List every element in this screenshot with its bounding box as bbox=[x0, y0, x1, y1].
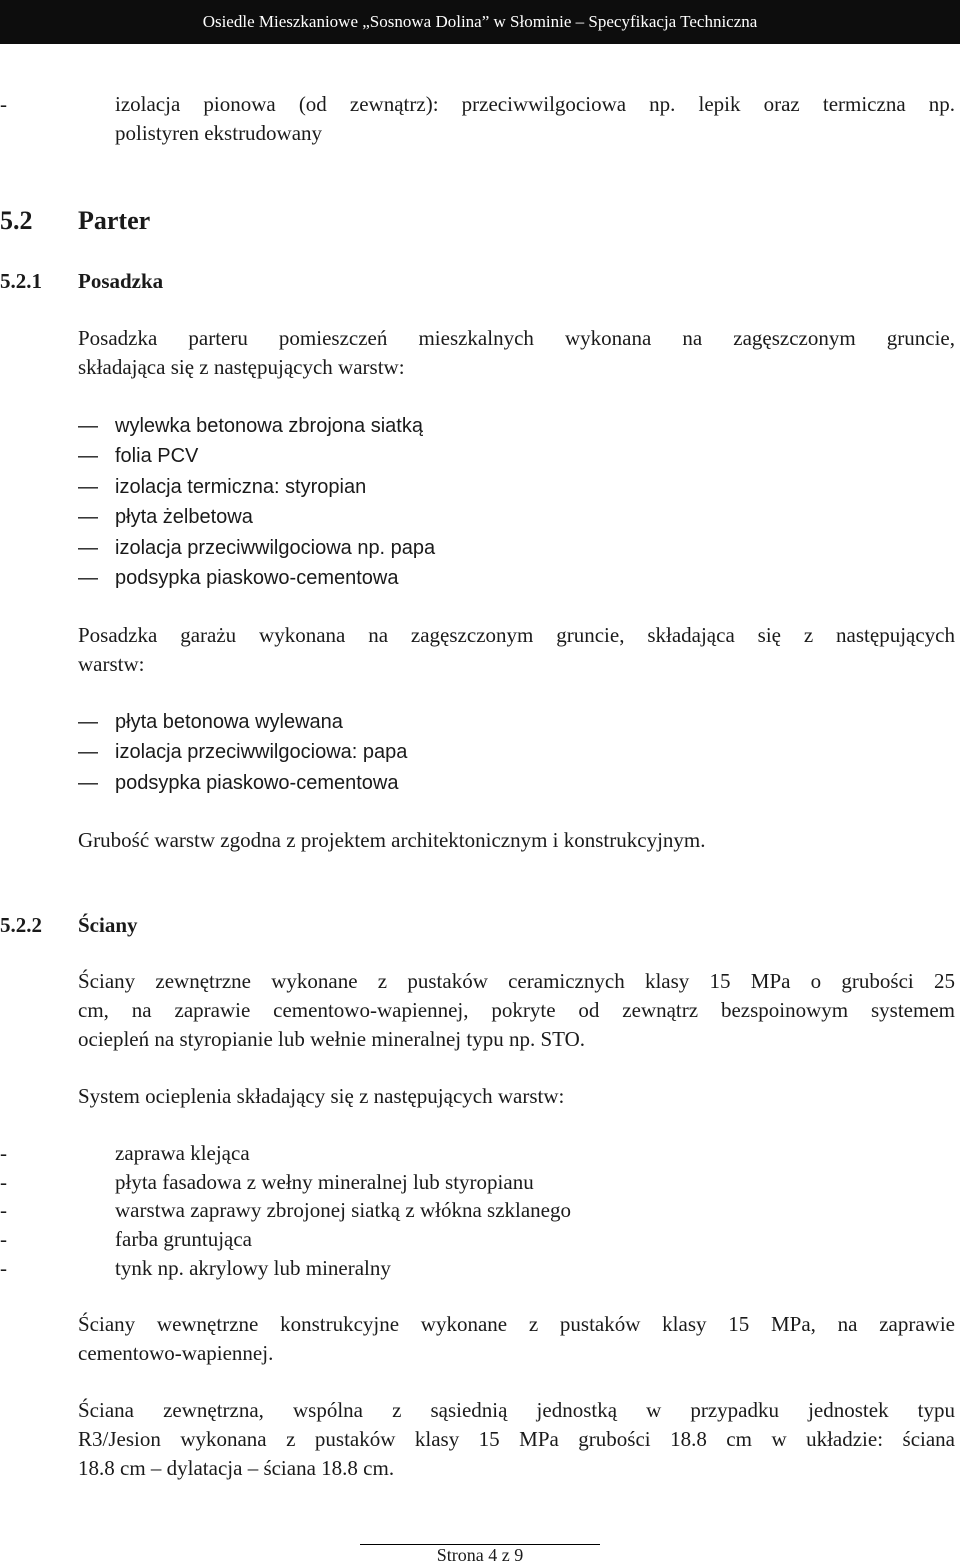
section-title: Parter bbox=[78, 206, 151, 235]
section-number: 5.2.1 bbox=[0, 269, 42, 293]
list-dash: — bbox=[78, 741, 98, 763]
paragraph-line: cementowo-wapiennej. bbox=[78, 1341, 274, 1365]
list-dash: - bbox=[0, 1256, 7, 1280]
list-item-text: płyta żelbetowa bbox=[115, 506, 253, 528]
paragraph-line: Posadzka garażu wykonana na zagęszczonym gruncie, składająca się z następujących bbox=[78, 623, 955, 647]
paragraph-line: składająca się z następujących warstw: bbox=[78, 355, 405, 379]
list-dash: - bbox=[0, 1170, 7, 1194]
paragraph-line: R3/Jesion wykonana z pustaków klasy 15 MPa grubości 18.8 cm w układzie: ściana bbox=[78, 1427, 955, 1451]
list-dash: — bbox=[78, 476, 98, 498]
paragraph-line: ociepleń na styropianie lub wełnie mineralnej typu np. STO. bbox=[78, 1027, 585, 1051]
list-item-text: tynk np. akrylowy lub mineralny bbox=[115, 1256, 391, 1280]
list-dash: — bbox=[78, 506, 98, 528]
paragraph-line: Ściany zewnętrzne wykonane z pustaków ceramicznych klasy 15 MPa o grubości 25 bbox=[78, 969, 955, 993]
paragraph-line: warstw: bbox=[78, 652, 145, 676]
list-item-text: wylewka betonowa zbrojona siatką bbox=[115, 415, 423, 437]
section-title: Posadzka bbox=[78, 269, 164, 293]
paragraph-line: System ocieplenia składający się z następujących warstw: bbox=[78, 1084, 565, 1108]
list-item-text: izolacja przeciwwilgociowa np. papa bbox=[115, 537, 436, 559]
list-dash: - bbox=[0, 1227, 7, 1251]
paragraph-line: Posadzka parteru pomieszczeń mieszkalnych wykonana na zagęszczonym gruncie, bbox=[78, 326, 955, 350]
list-item-text: izolacja pionowa (od zewnątrz): przeciwwilgociowa np. lepik oraz termiczna np. bbox=[115, 92, 955, 116]
list-dash: - bbox=[0, 1198, 7, 1222]
list-item-text: folia PCV bbox=[115, 445, 199, 467]
list-dash: — bbox=[78, 415, 98, 437]
paragraph-line: cm, na zaprawie cementowo-wapiennej, pokryte od zewnątrz bezspoinowym systemem bbox=[78, 998, 955, 1022]
list-item-text: farba gruntująca bbox=[115, 1227, 253, 1251]
list-dash: — bbox=[78, 711, 98, 733]
paragraph-line: Grubość warstw zgodna z projektem architektonicznym i konstrukcyjnym. bbox=[78, 828, 706, 852]
list-item-text: podsypka piaskowo-cementowa bbox=[115, 772, 399, 794]
list-dash: — bbox=[78, 772, 98, 794]
list-dash: - bbox=[0, 1141, 7, 1165]
list-dash: — bbox=[78, 445, 98, 467]
list-dash: — bbox=[78, 537, 98, 559]
list-item-text: warstwa zaprawy zbrojonej siatką z włókna szklanego bbox=[115, 1198, 571, 1222]
section-title: Ściany bbox=[78, 913, 138, 937]
list-dash: - bbox=[0, 92, 7, 116]
paragraph-line: Ściany wewnętrzne konstrukcyjne wykonane z pustaków klasy 15 MPa, na zaprawie bbox=[78, 1312, 955, 1336]
list-dash: — bbox=[78, 567, 98, 589]
page-number: Strona 4 z 9 bbox=[436, 1545, 524, 1565]
list-item-text: izolacja przeciwwilgociowa: papa bbox=[115, 741, 408, 763]
paragraph-line: Ściana zewnętrzna, wspólna z sąsiednią jednostką w przypadku jednostek typu bbox=[78, 1398, 955, 1422]
list-item-text: płyta betonowa wylewana bbox=[115, 711, 343, 733]
header-title: Osiedle Mieszkaniowe „Sosnowa Dolina” w Słominie – Specyfikacja Techniczna bbox=[202, 12, 758, 31]
list-item-text: izolacja termiczna: styropian bbox=[115, 476, 367, 498]
section-number: 5.2.2 bbox=[0, 913, 42, 937]
list-item-text: podsypka piaskowo-cementowa bbox=[115, 567, 399, 589]
list-item-text: zaprawa klejąca bbox=[115, 1141, 250, 1165]
document-header bbox=[0, 0, 960, 44]
list-item-text: płyta fasadowa z wełny mineralnej lub styropianu bbox=[115, 1170, 534, 1194]
paragraph-line: 18.8 cm – dylatacja – ściana 18.8 cm. bbox=[78, 1456, 395, 1480]
list-item-text: polistyren ekstrudowany bbox=[115, 121, 323, 145]
section-number: 5.2 bbox=[0, 206, 33, 235]
